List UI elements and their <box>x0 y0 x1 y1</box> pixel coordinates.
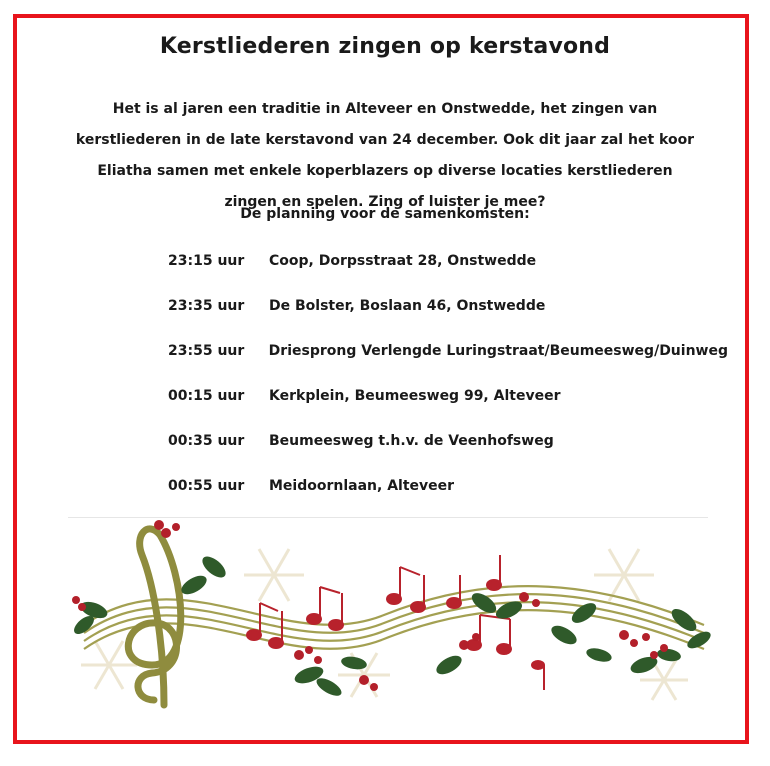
intro-paragraph: Het is al jaren een traditie in Alteveer en Onstwedde, het zingen van kerstliederen in de late kerstavond van 24 december. Ook dit jaar zal het koor Eliatha samen met enkele koperblazers op diverse locaties kerstliederen zingen en spelen. Zing of luister je mee? <box>75 101 695 210</box>
planning-heading: De planning voor de samenkomsten: <box>240 206 530 222</box>
schedule-row <box>168 253 728 298</box>
schedule-time: 00:55 uur <box>168 478 245 494</box>
schedule-time: 23:55 uur <box>168 343 245 359</box>
schedule-time: 23:15 uur <box>168 253 245 269</box>
schedule-location: De Bolster, Boslaan 46, Onstwedde <box>269 298 546 314</box>
music-holly-illustration <box>64 515 714 715</box>
treble-clef-icon <box>128 529 180 705</box>
schedule-time: 00:35 uur <box>168 433 245 449</box>
schedule-location: Meidoornlaan, Alteveer <box>269 478 455 494</box>
page-title: Kerstliederen zingen op kerstavond <box>159 34 611 59</box>
schedule-row <box>168 298 728 343</box>
schedule-location: Coop, Dorpsstraat 28, Onstwedde <box>269 253 537 269</box>
schedule-row <box>168 343 728 388</box>
schedule-row <box>168 433 728 478</box>
schedule-list <box>168 253 728 523</box>
schedule-location: Kerkplein, Beumeesweg 99, Alteveer <box>269 388 561 404</box>
schedule-location: Driesprong Verlengde Luringstraat/Beumeesweg/Duinweg <box>268 343 728 359</box>
schedule-time: 23:35 uur <box>168 298 245 314</box>
schedule-row <box>168 388 728 433</box>
schedule-location: Beumeesweg t.h.v. de Veenhofsweg <box>269 433 554 449</box>
schedule-time: 00:15 uur <box>168 388 245 404</box>
